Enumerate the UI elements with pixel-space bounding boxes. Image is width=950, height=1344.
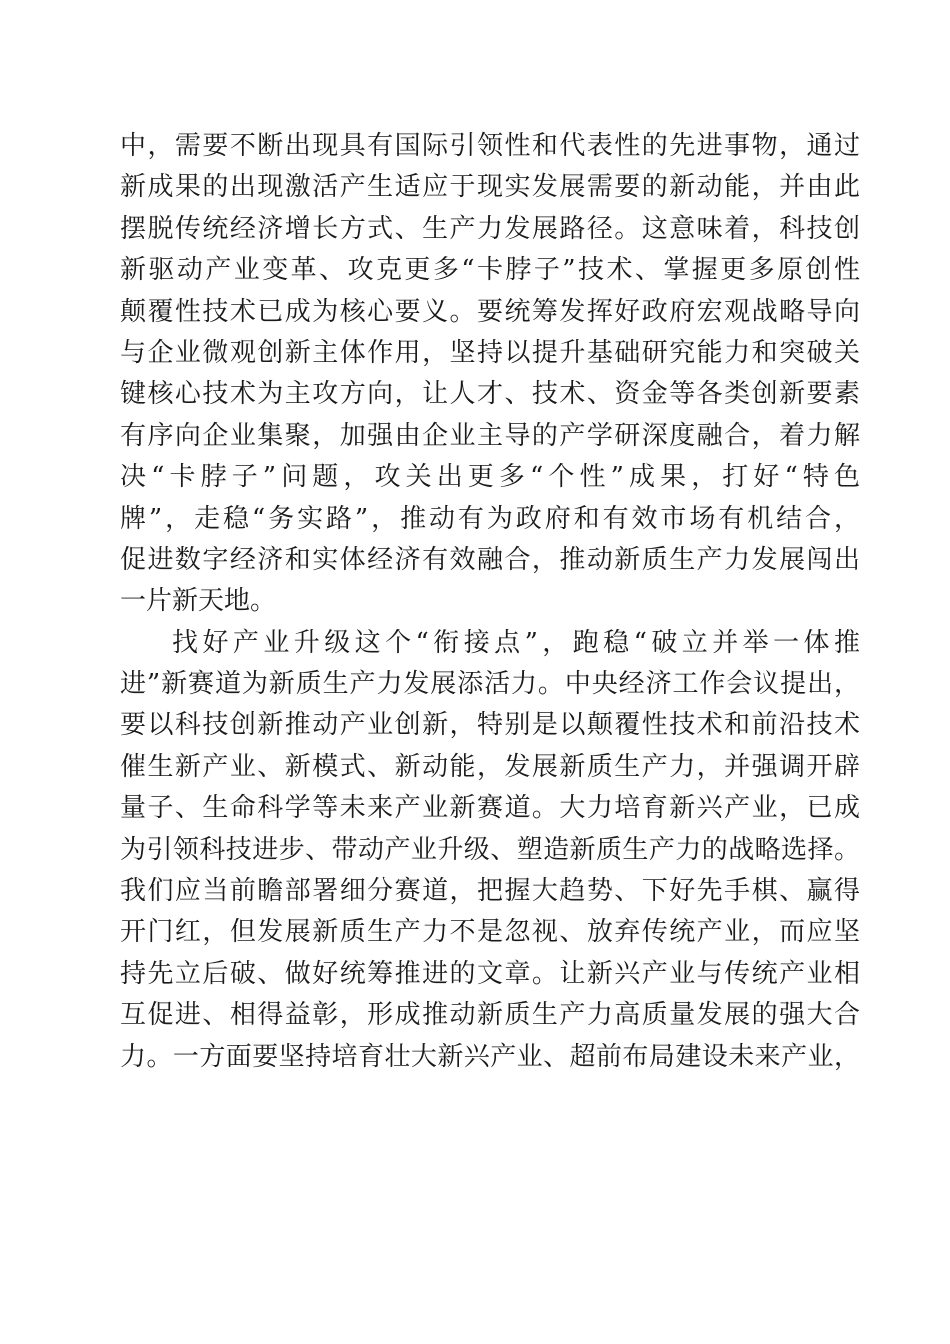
paragraph-first-line: 找好产业升级这个“衔接点”，跑稳“破立并举一体推 xyxy=(172,627,860,658)
text-line: 持先立后破、做好统筹推进的文章。让新兴产业与传统产业相 xyxy=(120,958,860,989)
text-line: 进”新赛道为新质生产力发展添活力。中央经济工作会议提出， xyxy=(120,669,860,700)
text-line: 中，需要不断出现具有国际引领性和代表性的先进事物，通过 xyxy=(120,131,860,161)
text-line: 一片新天地。 xyxy=(120,586,277,617)
text-line: 开门红，但发展新质生产力不是忽视、放弃传统产业，而应坚 xyxy=(120,917,860,948)
text-line: 新成果的出现激活产生适应于现实发展需要的新动能，并由此 xyxy=(120,172,860,203)
text-line: 要以科技创新推动产业创新，特别是以颠覆性技术和前沿技术 xyxy=(120,710,860,741)
text-line: 量子、生命科学等未来产业新赛道。大力培育新兴产业，已成 xyxy=(120,793,860,824)
text-line: 催生新产业、新模式、新动能，发展新质生产力，并强调开辟 xyxy=(120,751,860,782)
text-line: 有序向企业集聚，加强由企业主导的产学研深度融合，着力解 xyxy=(120,420,860,451)
text-line: 牌”，走稳“务实路”，推动有为政府和有效市场有机结合， xyxy=(120,503,860,534)
text-line: 与企业微观创新主体作用，坚持以提升基础研究能力和突破关 xyxy=(120,337,860,368)
body-text xyxy=(120,126,860,1078)
text-line: 促进数字经济和实体经济有效融合，推动新质生产力发展闯出 xyxy=(120,544,860,575)
text-line: 键核心技术为主攻方向，让人才、技术、资金等各类创新要素 xyxy=(120,379,860,410)
text-line: 力。一方面要坚持培育壮大新兴产业、超前布局建设未来产业， xyxy=(120,1041,860,1072)
text-line: 新驱动产业变革、攻克更多“卡脖子”技术、掌握更多原创性 xyxy=(120,255,860,286)
text-line: 为引领科技进步、带动产业升级、塑造新质生产力的战略选择。 xyxy=(120,834,860,865)
text-line: 决“卡脖子”问题，攻关出更多“个性”成果，打好“特色 xyxy=(120,462,860,493)
text-line: 我们应当前瞻部署细分赛道，把握大趋势、下好先手棋、赢得 xyxy=(120,876,860,907)
text-line: 颠覆性技术已成为核心要义。要统筹发挥好政府宏观战略导向 xyxy=(120,296,860,327)
text-line: 互促进、相得益彰，形成推动新质生产力高质量发展的强大合 xyxy=(120,1000,860,1031)
text-line: 摆脱传统经济增长方式、生产力发展路径。这意味着，科技创 xyxy=(120,213,860,244)
